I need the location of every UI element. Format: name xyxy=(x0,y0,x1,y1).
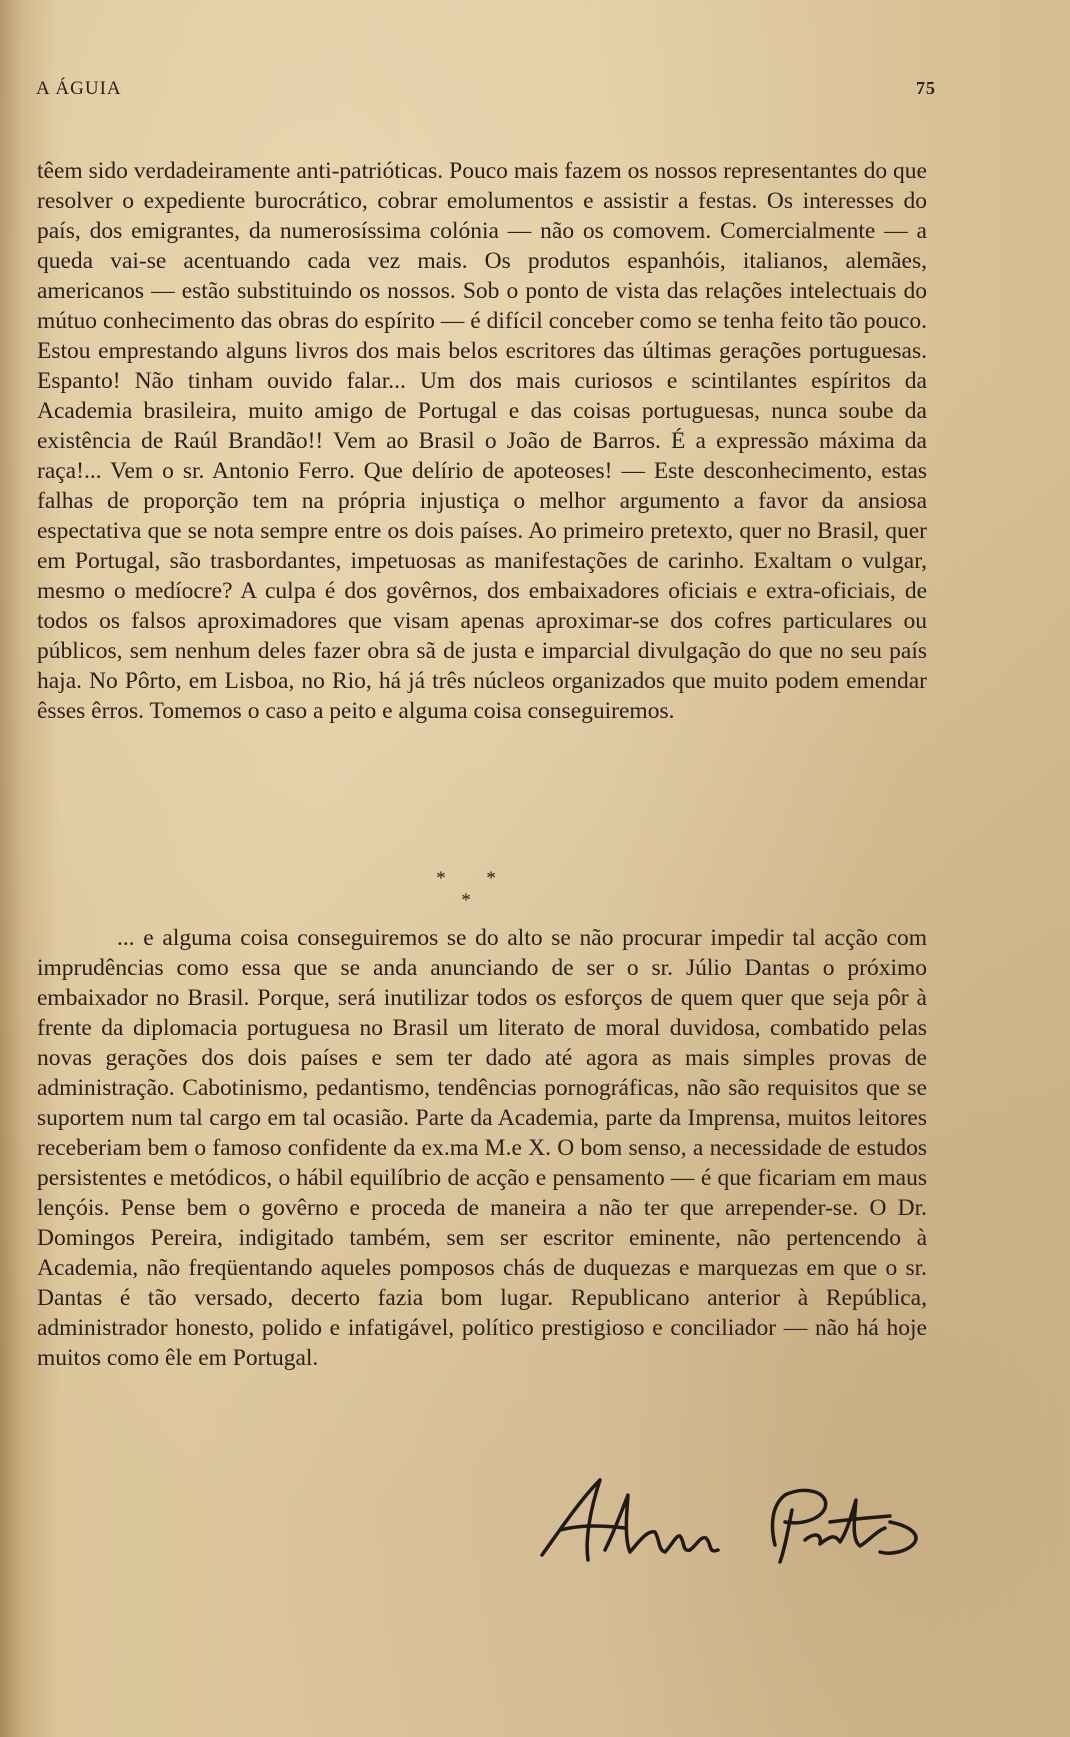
running-title: A ÁGUIA xyxy=(36,78,122,99)
paragraph-1 xyxy=(37,156,927,726)
signature-image xyxy=(530,1470,930,1580)
section-separator: * * * xyxy=(436,868,514,911)
running-head xyxy=(36,78,936,100)
author-signature xyxy=(530,1470,930,1580)
page-number: 75 xyxy=(916,78,936,98)
paragraph-2-text: ... e alguma coisa conseguiremos se do alto se não procurar impedir tal acção com imprudências como essa que se anda anunciando de ser o sr. Júlio Dantas o próximo embaixador no Brasil. Porque, será inutilizar todos os esforços de quem quer que seja pôr à frente da diplomacia portuguesa no Brasil um literato de moral duvidosa, combatido pelas novas gerações dos dois países e sem ter dado até agora as mais simples provas de administração. Cabotinismo, pedantismo, tendências pornográficas, não são requisitos que se suportem num tal cargo em tal ocasião. Parte da Academia, parte da Imprensa, muitos leitores receberiam bem o famoso confidente da ex.ma M.e X. O bom senso, a necessidade de estudos persistentes e metódicos, o hábil equilíbrio de acção e pensamento — é que ficariam em maus lençóis. Pense bem o govêrno e proceda de maneira a não ter que arrepender-se. O Dr. Domingos Pereira, indigitado também, sem ser escritor eminente, não pertencendo à Academia, não freqüentando aqueles pomposos chás de duquezas e marquezas em que o sr. Dantas é tão versado, decerto fazia bom lugar. Republicano anterior à República, administrador honesto, polido e infatigável, político prestigioso e conciliador — não há hoje muitos como êle em Portugal. xyxy=(37,925,927,1371)
paragraph-2 xyxy=(37,923,927,1373)
paragraph-1-text: têem sido verdadeiramente anti-patrióticas. Pouco mais fazem os nossos representantes do que resolver o expediente burocrático, cobrar emolumentos e assistir a festas. Os interesses do país, dos emigrantes, da numerosíssima colónia — não os comovem. Comercialmente — a queda vai-se acentuando cada vez mais. Os produtos espanhóis, italianos, alemães, americanos — estão substituindo os nossos. Sob o ponto de vista das relações intelectuais do mútuo conhecimento das obras do espírito — é difícil conceber como se tenha feito tão pouco. Estou emprestando alguns livros dos mais belos escritores das últimas gerações portuguesas. Espanto! Não tinham ouvido falar... Um dos mais curiosos e scintilantes espíritos da Academia brasileira, muito amigo de Portugal e das coisas portuguesas, nunca soube da existência de Raúl Brandão!! Vem ao Brasil o João de Barros. É a expressão máxima da raça!... Vem o sr. Antonio Ferro. Que delírio de apoteoses! — Este desconhecimento, estas falhas de proporção tem na própria injustiça o melhor argumento a favor da ansiosa espectativa que se nota sempre entre os dois países. Ao primeiro pretexto, quer no Brasil, quer em Portugal, são trasbordantes, impetuosas as manifestações de carinho. Exaltam o vulgar, mesmo o medíocre? A culpa é dos govêrnos, dos embaixadores oficiais e extra-oficiais, de todos os falsos aproximadores que visam apenas aproximar-se dos cofres particulares ou públicos, sem nenhum deles fazer obra sã de justa e imparcial divulgação do que no seu país haja. No Pôrto, em Lisboa, no Rio, há já três núcleos organizados que muito podem emendar êsses êrros. Tomemos o caso a peito e alguma coisa conseguiremos. xyxy=(37,158,927,724)
